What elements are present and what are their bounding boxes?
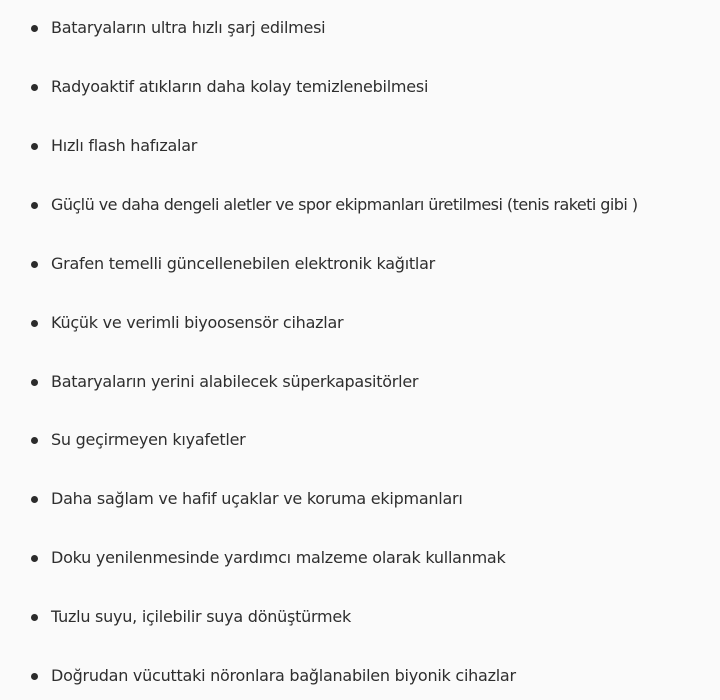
list-item [0, 661, 720, 691]
list-item [0, 72, 720, 102]
bullet-dot-icon [31, 261, 38, 268]
bullet-dot-icon [31, 202, 38, 209]
list-item [0, 249, 720, 279]
list-item-text: Tuzlu suyu, içilebilir suya dönüştürmek [51, 607, 351, 626]
bullet-dot-icon [31, 320, 38, 327]
list-item-text: Küçük ve verimli biyoosensör cihazlar [51, 313, 344, 332]
list-item-text: Radyoaktif atıkların daha kolay temizlenebilmesi [51, 77, 429, 96]
list-item-text: Bataryaların yerini alabilecek süperkapasitörler [51, 372, 419, 391]
bullet-dot-icon [31, 84, 38, 91]
bullet-dot-icon [31, 25, 38, 32]
list-item-text: Doku yenilenmesinde yardımcı malzeme olarak kullanmak [51, 548, 506, 567]
list-item-text: Doğrudan vücuttaki nöronlara bağlanabilen biyonik cihazlar [51, 666, 516, 685]
list-item [0, 308, 720, 338]
list-item-text: Grafen temelli güncellenebilen elektronik kağıtlar [51, 254, 435, 273]
bullet-dot-icon [31, 555, 38, 562]
bullet-dot-icon [31, 379, 38, 386]
list-item-text: Hızlı flash hafızalar [51, 136, 198, 155]
bullet-dot-icon [31, 437, 38, 444]
list-item-text: Daha sağlam ve hafif uçaklar ve koruma ekipmanları [51, 489, 463, 508]
list-item [0, 190, 720, 220]
list-item [0, 425, 720, 455]
list-item [0, 543, 720, 573]
list-item [0, 131, 720, 161]
bullet-dot-icon [31, 673, 38, 680]
bullet-dot-icon [31, 614, 38, 621]
list-item-text: Su geçirmeyen kıyafetler [51, 430, 246, 449]
list-item-text: Bataryaların ultra hızlı şarj edilmesi [51, 18, 326, 37]
list-item [0, 602, 720, 632]
list-item [0, 367, 720, 397]
list-item-text: Güçlü ve daha dengeli aletler ve spor ekipmanları üretilmesi (tenis raketi gibi ) [51, 195, 638, 214]
bullet-dot-icon [31, 496, 38, 503]
list-item [0, 484, 720, 514]
bullet-dot-icon [31, 143, 38, 150]
list-item [0, 13, 720, 43]
